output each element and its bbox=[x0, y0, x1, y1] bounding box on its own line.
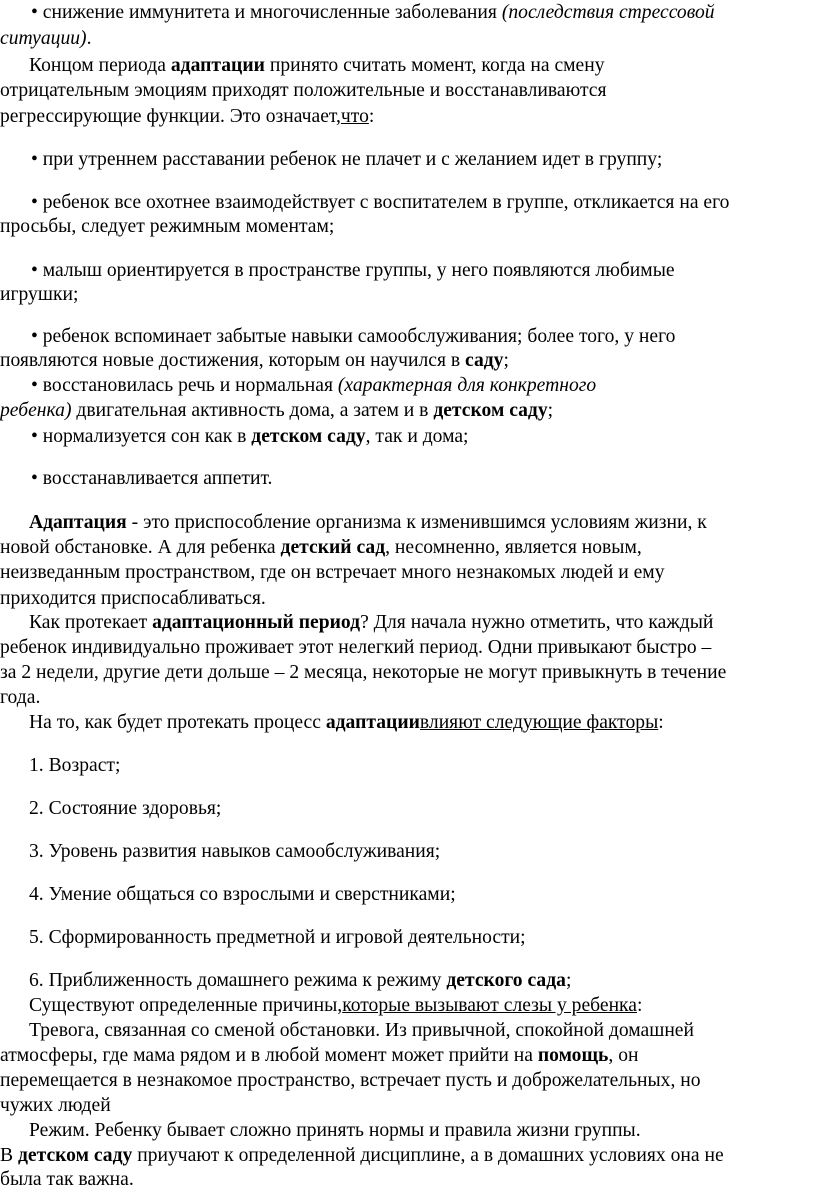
factor-item: 1. Возраст; bbox=[29, 755, 121, 776]
bullet-morning: • при утреннем расставании ребенок не плачет и с желанием идет в группу; bbox=[31, 149, 663, 170]
paragraph-adaptation-end-line2: отрицательным эмоциям приходят положительные и восстанавливаются bbox=[0, 80, 607, 101]
paragraph-factors-intro: На то, как будет протекать процесс адаптациивлияют следующие факторы: bbox=[29, 712, 664, 733]
bullet-self-service-cont: появляются новые достижения, которым он научился в саду; bbox=[0, 350, 509, 371]
factor-item: 2. Состояние здоровья; bbox=[29, 798, 222, 819]
paragraph-anxiety: Тревога, связанная со сменой обстановки. Из привычной, спокойной домашней bbox=[29, 1020, 694, 1041]
bullet-interaction-cont: просьбы, следует режимным моментам; bbox=[0, 216, 335, 237]
paragraph-causes: Существуют определенные причины,которые вызывают слезы у ребенка: bbox=[29, 995, 643, 1016]
bullet-self-service: • ребенок вспоминает забытые навыки самообслуживания; более того, у него bbox=[31, 326, 676, 347]
paragraph-regime-line3: была так важна. bbox=[0, 1169, 134, 1190]
factor-item: 6. Приближенность домашнего режима к режиму детского сада; bbox=[29, 970, 572, 991]
paragraph-regime-line2: В детском саду приучают к определенной дисциплине, а в домашних условиях она не bbox=[0, 1145, 724, 1166]
bullet-speech-cont: ребенка) двигательная активность дома, а затем и в детском саду; bbox=[0, 400, 554, 421]
paragraph-adaptation-definition-line4: приходится приспосабливаться. bbox=[0, 588, 266, 609]
paragraph-adaptation-period-line4: года. bbox=[0, 687, 41, 708]
bullet-speech: • восстановилась речь и нормальная (характерная для конкретного bbox=[31, 375, 597, 396]
paragraph-adaptation-definition: Адаптация - это приспособление организма к изменившимся условиям жизни, к bbox=[29, 512, 707, 533]
bullet-orientation-cont: игрушки; bbox=[0, 284, 79, 305]
paragraph-adaptation-end-line3: регрессирующие функции. Это означает,что: bbox=[0, 106, 375, 127]
factor-item: 5. Сформированность предметной и игровой деятельности; bbox=[29, 927, 526, 948]
paragraph-anxiety-line2: атмосферы, где мама рядом и в любой момент может прийти на помощь, он bbox=[0, 1045, 639, 1066]
paragraph-adaptation-period-line2: ребенок индивидуально проживает этот нелегкий период. Одни привыкают быстро – bbox=[0, 637, 712, 658]
paragraph-anxiety-line4: чужих людей bbox=[0, 1095, 111, 1116]
bullet-immunity-cont: ситуации). bbox=[0, 28, 92, 49]
bullet-interaction: • ребенок все охотнее взаимодействует с воспитателем в группе, откликается на его bbox=[31, 192, 730, 213]
paragraph-regime: Режим. Ребенку бывает сложно принять нормы и правила жизни группы. bbox=[29, 1120, 641, 1141]
paragraph-adaptation-end: Концом периода адаптации принято считать момент, когда на смену bbox=[29, 55, 605, 76]
paragraph-adaptation-period: Как протекает адаптационный период? Для начала нужно отметить, что каждый bbox=[29, 612, 714, 633]
paragraph-anxiety-line3: перемещается в незнакомое пространство, встречает пусть и доброжелательных, но bbox=[0, 1070, 701, 1091]
bullet-appetite: • восстанавливается аппетит. bbox=[31, 468, 273, 489]
paragraph-adaptation-period-line3: за 2 недели, другие дети дольше – 2 месяца, некоторые не могут привыкнуть в течение bbox=[0, 662, 727, 683]
bullet-immunity: • снижение иммунитета и многочисленные заболевания (последствия стрессовой bbox=[31, 2, 715, 23]
factor-item: 4. Умение общаться со взрослыми и сверстниками; bbox=[29, 884, 456, 905]
bullet-sleep: • нормализуется сон как в детском саду, так и дома; bbox=[31, 426, 469, 447]
factor-item: 3. Уровень развития навыков самообслуживания; bbox=[29, 841, 441, 862]
paragraph-adaptation-definition-line2: новой обстановке. А для ребенка детский сад, несомненно, является новым, bbox=[0, 537, 642, 558]
paragraph-adaptation-definition-line3: неизведанным пространством, где он встречает много незнакомых людей и ему bbox=[0, 562, 665, 583]
bullet-orientation: • малыш ориентируется в пространстве группы, у него появляются любимые bbox=[31, 260, 675, 281]
